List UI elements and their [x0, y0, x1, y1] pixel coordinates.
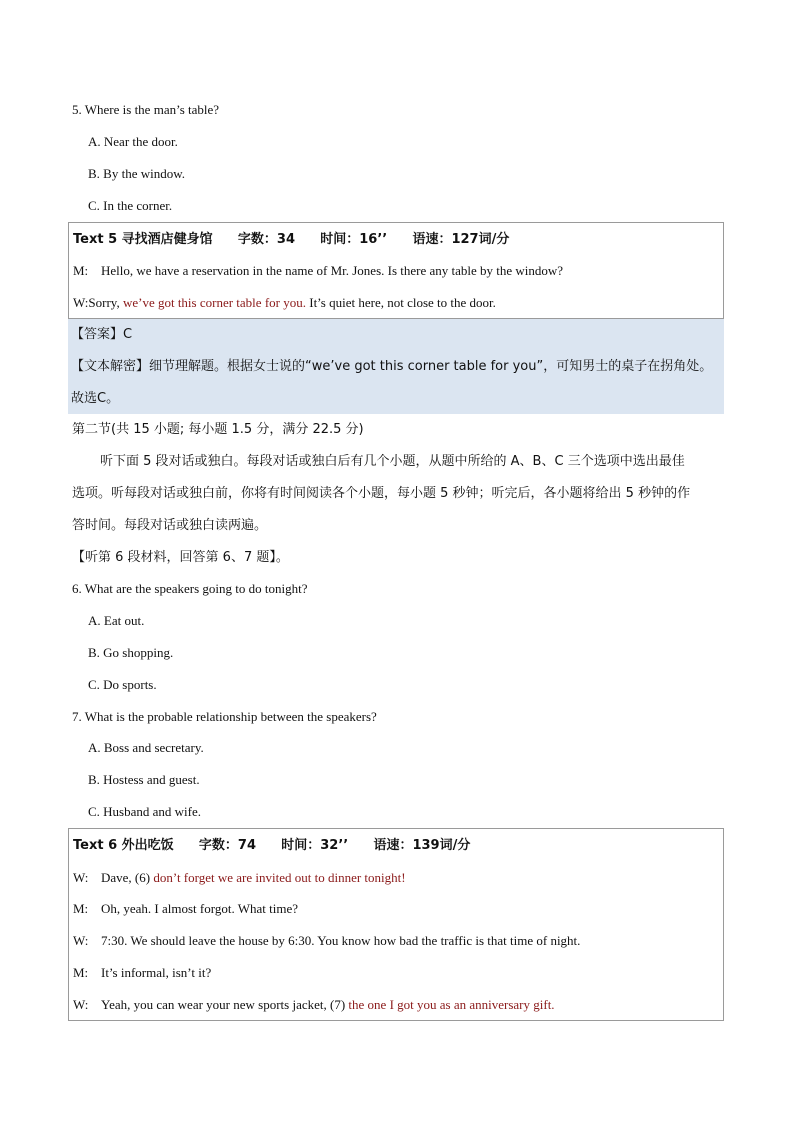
text5-title: Text 5 寻找酒店健身馆	[73, 232, 213, 247]
section-instructions-1: 听下面 5 段对话或独白。每段对话或独白后有几个小题，从题中所给的 A、B、C 三个选项中选出最佳	[100, 454, 685, 469]
speaker-label: W:	[73, 295, 89, 310]
dialogue-text: Dave, (6)	[101, 870, 154, 885]
dialogue-text: 7:30. We should leave the house by 6:30. You know how bad the traffic is that time of night.	[101, 933, 581, 948]
text5-line-2	[73, 294, 496, 312]
question-7: 7. What is the probable relationship between the speakers?	[72, 709, 377, 724]
answer-block	[68, 319, 724, 414]
key-phrase-highlight: the one I got you as an anniversary gift.	[348, 997, 555, 1012]
text5-header	[73, 230, 531, 249]
text5-line-1	[73, 262, 563, 280]
dialogue-text: Oh, yeah. I almost forgot. What time?	[101, 901, 298, 916]
speaker-label: W:	[73, 933, 89, 948]
dialogue-text-after: It’s quiet here, not close to the door.	[305, 295, 496, 310]
section-heading: 第二节(共 15 小题; 每小题 1.5 分，满分 22.5 分)	[72, 422, 364, 437]
question-6: 6. What are the speakers going to do tonight?	[72, 581, 308, 596]
question-5: 5. Where is the man’s table?	[72, 102, 220, 117]
text5-transcript-box	[68, 222, 724, 319]
q6-option-a: A. Eat out.	[88, 613, 145, 628]
speaker-label: M:	[73, 901, 89, 916]
dialogue-text: It’s informal, isn’t it?	[101, 965, 212, 980]
q6-option-c: C. Do sports.	[88, 677, 157, 692]
text5-word-count: 字数：34	[237, 232, 295, 247]
section-instructions-2: 选项。听每段对话或独白前，你将有时间阅读各个小题，每小题 5 秒钟；听完后，各小题将给出 5 秒钟的作	[72, 486, 691, 501]
text6-duration: 时间：32’’	[281, 838, 349, 853]
section-instructions-3: 答时间。每段对话或独白读两遍。	[72, 518, 268, 533]
text5-duration: 时间：16’’	[320, 232, 388, 247]
q5-option-b: B. By the window.	[88, 166, 186, 181]
q7-option-b: B. Hostess and guest.	[88, 772, 200, 787]
answer-conclusion: 故选C。	[71, 391, 120, 406]
text6-title: Text 6 外出吃饭	[73, 838, 174, 853]
text6-line-1	[73, 869, 406, 887]
dialogue-text: Hello, we have a reservation in the name of Mr. Jones. Is there any table by the window?	[101, 263, 564, 278]
dialogue-text: Yeah, you can wear your new sports jacket, (7)	[101, 997, 349, 1012]
text6-word-count: 字数：74	[198, 838, 256, 853]
q6-option-b: B. Go shopping.	[88, 645, 174, 660]
text6-header	[73, 836, 492, 855]
speaker-label: M:	[73, 263, 89, 278]
speaker-label: M:	[73, 965, 89, 980]
text6-speed: 语速：139词/分	[373, 838, 471, 853]
dialogue-text: Sorry,	[88, 295, 123, 310]
q7-option-a: A. Boss and secretary.	[88, 740, 204, 755]
q5-option-a: A. Near the door.	[88, 134, 178, 149]
text6-line-5	[73, 996, 555, 1014]
text5-speed: 语速：127词/分	[412, 232, 510, 247]
key-phrase-highlight: we’ve got this corner table for you.	[122, 295, 306, 310]
q7-option-c: C. Husband and wife.	[88, 804, 202, 819]
text6-line-2	[73, 900, 298, 918]
answer-label: 【答案】C	[71, 327, 133, 342]
speaker-label: W:	[73, 997, 89, 1012]
text6-transcript-box	[68, 828, 724, 1021]
q5-option-c: C. In the corner.	[88, 198, 173, 213]
material-instruction: 【听第 6 段材料，回答第 6、7 题】。	[72, 550, 289, 565]
text6-line-4	[73, 964, 211, 982]
speaker-label: W:	[73, 870, 89, 885]
answer-explanation: 【文本解密】细节理解题。根据女士说的“we’ve got this corner table for you”，可知男士的桌子在拐角处。	[71, 359, 713, 374]
key-phrase-highlight: don’t forget we are invited out to dinner tonight!	[153, 870, 406, 885]
text6-line-3	[73, 932, 580, 950]
